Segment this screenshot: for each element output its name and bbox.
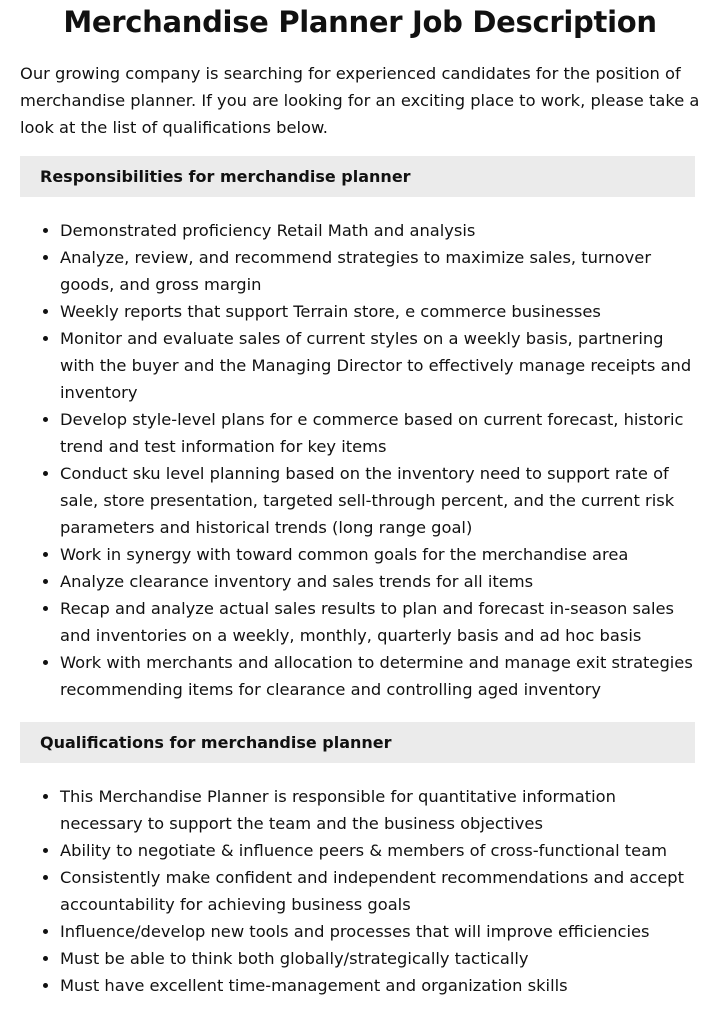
list-item: • Work in synergy with toward common goals for the merchandise area: [60, 541, 700, 568]
list-item: • Influence/develop new tools and processes that will improve efficiencies: [60, 918, 700, 945]
list-item: • Ability to negotiate & influence peers & members of cross-functional team: [60, 837, 700, 864]
list-item: • Recap and analyze actual sales results to plan and forecast in-season sales and inventories on a weekly, monthly, quarterly basis and ad hoc basis: [60, 595, 700, 649]
qualifications-heading: Qualifications for merchandise planner: [20, 722, 695, 763]
page-title: Merchandise Planner Job Description: [63, 5, 657, 39]
list-item: • Consistently make confident and independent recommendations and accept accountability for achieving business goals: [60, 864, 700, 918]
list-item: • Develop style-level plans for e commerce based on current forecast, historic trend and test information for key items: [60, 406, 700, 460]
list-item: • Analyze clearance inventory and sales trends for all items: [60, 568, 700, 595]
list-item: • Must be able to think both globally/strategically tactically: [60, 945, 700, 972]
responsibilities-list: [20, 217, 700, 703]
list-item: • Demonstrated proficiency Retail Math and analysis: [60, 217, 700, 244]
list-item: • Monitor and evaluate sales of current styles on a weekly basis, partnering with the buyer and the Managing Director to effectively manage receipts and inventory: [60, 325, 700, 406]
list-item: • Weekly reports that support Terrain store, e commerce businesses: [60, 298, 700, 325]
list-item: • Conduct sku level planning based on the inventory need to support rate of sale, store presentation, targeted sell-through percent, and the current risk parameters and historical trends (long range goal): [60, 460, 700, 541]
list-item: • This Merchandise Planner is responsible for quantitative information necessary to support the team and the business objectives: [60, 783, 700, 837]
intro-paragraph: Our growing company is searching for experienced candidates for the position of merchandise planner. If you are looking for an exciting place to work, please take a look at the list of qualifications below.: [20, 64, 700, 137]
qualifications-list: [20, 783, 700, 999]
list-item: • Analyze, review, and recommend strategies to maximize sales, turnover goods, and gross margin: [60, 244, 700, 298]
responsibilities-heading: Responsibilities for merchandise planner: [20, 156, 695, 197]
list-item: • Must have excellent time-management and organization skills: [60, 972, 700, 999]
list-item: • Work with merchants and allocation to determine and manage exit strategies recommending items for clearance and controlling aged inventory: [60, 649, 700, 703]
